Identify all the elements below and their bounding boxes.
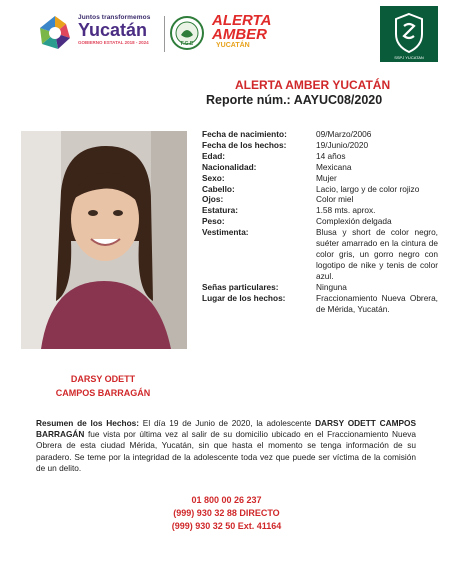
yucatan-gov: GOBIERNO ESTATAL 2018 - 2024	[78, 40, 149, 45]
detail-row	[202, 151, 442, 162]
detail-value: 14 años	[316, 150, 346, 161]
detail-label: Lugar de los hechos:	[202, 292, 286, 303]
yucatan-wordmark	[78, 14, 162, 45]
detail-value: Ninguna	[316, 281, 347, 292]
detail-row	[202, 162, 442, 173]
detail-value: Mujer	[316, 172, 337, 183]
logo-divider	[164, 16, 165, 52]
detail-label: Edad:	[202, 150, 226, 161]
amber-state: YUCATÁN	[216, 42, 250, 49]
detail-row	[202, 205, 442, 216]
detail-row	[202, 282, 442, 293]
detail-label: Ojos:	[202, 194, 224, 205]
detail-value: Color miel	[316, 194, 354, 205]
detail-row	[202, 140, 442, 151]
yucatan-tagline: Juntos transformemos	[78, 14, 151, 21]
detail-label: Fecha de nacimiento:	[202, 129, 287, 139]
svg-text:SSPJ YUCATAN: SSPJ YUCATAN	[394, 55, 424, 60]
detail-label: Vestimenta:	[202, 227, 249, 238]
summary-text-2: fue vista por última vez al salir de su domicilio ubicado en el Fraccionamiento Nueva Obrera de esta ciudad Mérida, Yucatán, sin que hasta el momento se tenga información de su paradero. Se teme por la integridad de la adolescente toda vez que puede ser víctima de la comisión de un delito.	[36, 429, 416, 473]
detail-value: Fraccionamiento Nueva Obrera, de Mérida, Yucatán.	[316, 292, 438, 314]
person-name-last: CAMPOS BARRAGÁN	[55, 388, 151, 398]
detail-row	[202, 216, 442, 227]
detail-value: Blusa y short de color negro, suéter amarrado en la cintura de color gris, un gorro negro con logotipo de nike y tenis de color azul.	[316, 227, 438, 281]
contact-phones	[0, 494, 453, 533]
phone-number[interactable]: (999) 930 32 50 Ext. 41164	[171, 521, 282, 531]
yucatan-name: Yucatán	[78, 20, 148, 40]
phone-number[interactable]: 01 800 00 26 237	[191, 495, 262, 505]
alert-title: ALERTA AMBER YUCATÁN	[235, 78, 391, 92]
detail-value: 09/Marzo/2006	[316, 129, 372, 139]
detail-value: Complexión delgada	[316, 216, 392, 227]
detail-value: 1.58 mts. aprox.	[316, 205, 376, 216]
detail-label: Nacionalidad:	[202, 161, 257, 172]
detail-row	[202, 184, 442, 195]
summary-text-1: El día 19 de Junio de 2020, la adolescente	[139, 418, 316, 428]
detail-value: Lacio, largo y de color rojizo	[316, 183, 420, 194]
detail-row	[202, 293, 442, 315]
detail-row	[202, 129, 442, 140]
phone-number[interactable]: (999) 930 32 88 DIRECTO	[173, 508, 280, 518]
person-details	[202, 129, 442, 314]
sspj-shield-icon	[380, 6, 438, 62]
detail-label: Señas particulares:	[202, 281, 279, 292]
detail-label: Fecha de los hechos:	[202, 139, 287, 150]
report-number: Reporte núm.: AAYUC08/2020	[206, 93, 383, 107]
person-name-first: DARSY ODETT	[70, 374, 136, 384]
detail-label: Sexo:	[202, 172, 225, 183]
detail-row	[202, 173, 442, 184]
amber-word: ALERTA AMBER	[212, 12, 271, 43]
case-summary	[36, 418, 416, 474]
missing-person-photo	[21, 131, 187, 349]
alerta-amber-logo	[212, 12, 271, 54]
yucatan-logo-icon	[36, 14, 74, 52]
detail-label: Estatura:	[202, 205, 238, 216]
detail-value: 19/Junio/2020	[316, 139, 369, 150]
detail-label: Peso:	[202, 216, 225, 227]
svg-text:F.G.E: F.G.E	[180, 41, 194, 47]
detail-label: Cabello:	[202, 183, 235, 194]
detail-row	[202, 194, 442, 205]
detail-value: Mexicana	[316, 161, 352, 172]
summary-label: Resumen de los Hechos:	[36, 418, 140, 428]
fge-seal-icon	[170, 16, 204, 50]
summary-person-name: DARSY ODETT CAMPOS BARRAGÁN	[36, 418, 417, 440]
header-logos	[0, 0, 453, 62]
sspj-logo	[380, 6, 438, 62]
detail-row	[202, 227, 442, 282]
